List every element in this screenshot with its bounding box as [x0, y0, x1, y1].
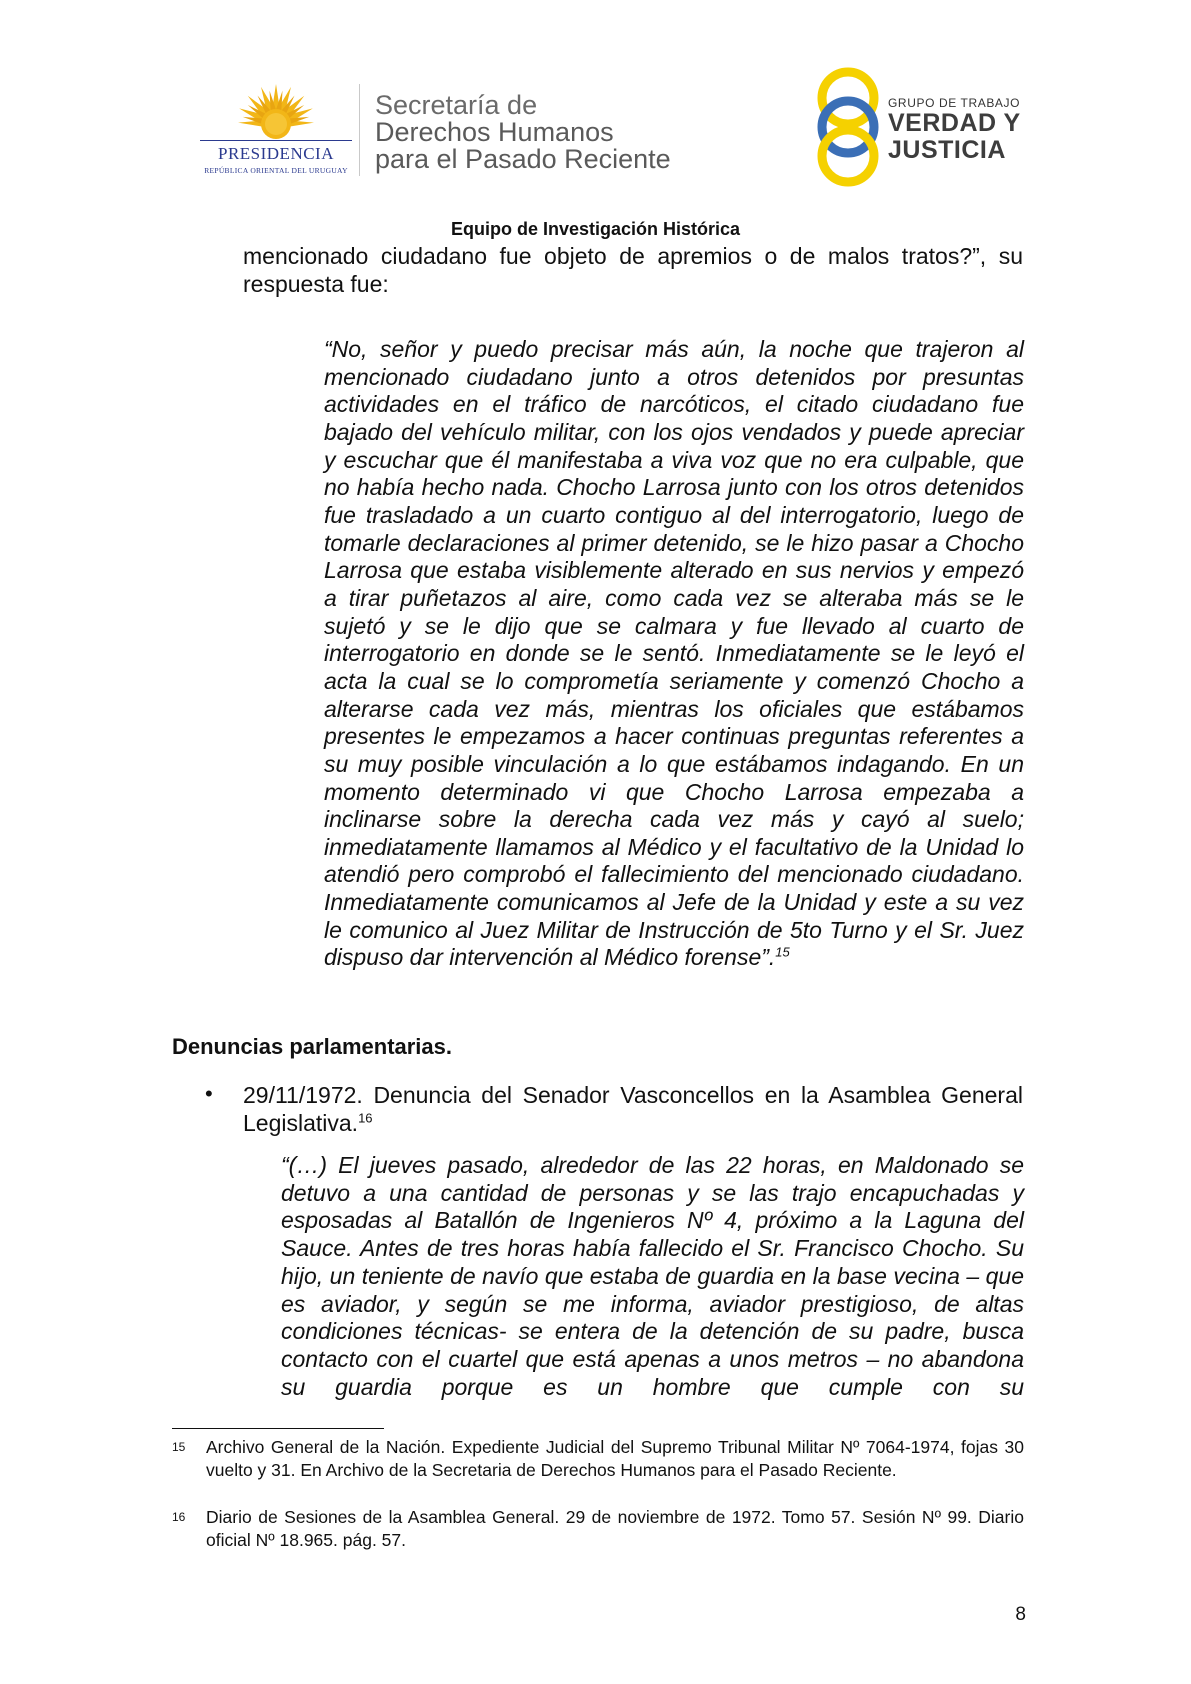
testimony-quote	[324, 336, 1024, 972]
footnote-separator	[172, 1428, 384, 1429]
senate-quote: “(…) El jueves pasado, alrededor de las 22 horas, en Maldonado se detuvo a una cantidad de personas y se las trajo encapuchadas y esposadas al Batallón de Ingenieros Nº 4, próximo a la Laguna del Sauce. Antes de tres horas había fallecido el Sr. Francisco Chocho. Su hijo, un teniente de navío que estaba de guardia en la base vecina – que es aviador, y según se me informa, aviador prestigioso, de altas condiciones técnicas- se entera de la detención de su padre, busca contacto con el cuartel que está apenas a unos metros – no abandona su guardia porque es un hombre que cumple con su	[281, 1152, 1024, 1400]
footnote-text: Archivo General de la Nación. Expediente Judicial del Supremo Tribunal Militar Nº 7064-1974, fojas 30 vuelto y 31. En Archivo de la Secretaria de Derechos Humanos para el Pasado Reciente.	[206, 1437, 1024, 1480]
list-item-text	[243, 1081, 1023, 1137]
page-number: 8	[1015, 1604, 1026, 1625]
footnote-text: Diario de Sesiones de la Asamblea General. 29 de noviembre de 1972. Tomo 57. Sesión Nº 99. Diario oficial Nº 18.965. pág. 57.	[206, 1507, 1024, 1550]
presidencia-wordmark: PRESIDENCIA	[217, 144, 334, 163]
page-header	[0, 0, 1191, 240]
bullet-icon: •	[205, 1081, 213, 1106]
footnote-number: 15	[172, 1440, 186, 1454]
section-heading: Denuncias parlamentarias.	[172, 1034, 453, 1059]
footnote-number: 16	[172, 1510, 186, 1524]
testimony-quote-text: “No, señor y puedo precisar más aún, la noche que trajeron al mencionado ciudadano junto a otros detenidos por presuntas actividades en el tráfico de narcóticos, el citado ciudadano fue bajado del vehículo militar, con los ojos vendados y puede apreciar y escuchar que él manifestaba a viva voz que no era culpable, que no había hecho nada. Chocho Larrosa junto con los otros detenidos fue trasladado a un cuarto contiguo al del interrogatorio, luego de tomarle declaraciones al primer detenido, se le hizo pasar a Chocho Larrosa que estaba visiblemente alterado en sus nervios y empezó a tirar puñetazos al aire, como cada vez se alteraba más se le sujetó y se le dijo que se calmara y fue llevado al cuarto de interrogatorio en donde se le sentó. Inmediatamente se le leyó el acta la cual se lo comprometía seriamente y comenzó Chocho a alterarse cada vez más, mientras los oficiales que estábamos presentes le empezamos a hacer continuas preguntas referentes a su muy posible vinculación a lo que estábamos indagando. En un momento determinado vi que Chocho Larrosa empezaba a inclinarse sobre la derecha cada vez más y cayó al suelo; inmediatamente llamamos al Médico y el facultativo de la Unidad lo atendió pero comprobó el fallecimiento del mencionado ciudadano. Inmediatamente comunicamos al Jefe de la Unidad y este a su vez le comunico al Juez Militar de Instrucción de 5to Turno y el Sr. Juez dispuso dar intervención al Médico forense”.	[324, 336, 1024, 971]
sun-emblem-icon	[196, 80, 356, 142]
intro-paragraph: mencionado ciudadano fue objeto de apremios o de malos tratos?”, su respuesta fue:	[243, 243, 1023, 297]
presidencia-logo	[196, 80, 356, 180]
verdad-line: VERDAD Y	[888, 109, 1021, 137]
footnote-15	[172, 1436, 1024, 1506]
team-heading: Equipo de Investigación Histórica	[450, 219, 741, 239]
secretaria-line-3: para el Pasado Reciente	[375, 144, 671, 174]
secretaria-line-2: Derechos Humanos	[375, 117, 614, 147]
footnote-ref-15[interactable]: 15	[775, 944, 790, 960]
verdad-justicia-logo	[810, 62, 1030, 192]
verdad-justicia-title	[888, 110, 1021, 164]
footnote-ref-16[interactable]: 16	[358, 1110, 373, 1126]
interlocking-rings-icon	[810, 62, 886, 192]
logo-rule	[200, 140, 352, 141]
header-divider	[359, 84, 360, 176]
secretaria-line-1: Secretaría de	[375, 90, 538, 120]
list-item-label: 29/11/1972. Denuncia del Senador Vasconcellos en la Asamblea General Legislativa.	[243, 1082, 1023, 1136]
grupo-trabajo-label: GRUPO DE TRABAJO	[888, 96, 1021, 110]
presidencia-subline: REPÚBLICA ORIENTAL DEL URUGUAY	[204, 166, 348, 175]
secretaria-logo	[375, 92, 671, 173]
footnote-16	[172, 1506, 1024, 1554]
justicia-line: JUSTICIA	[888, 136, 1006, 164]
